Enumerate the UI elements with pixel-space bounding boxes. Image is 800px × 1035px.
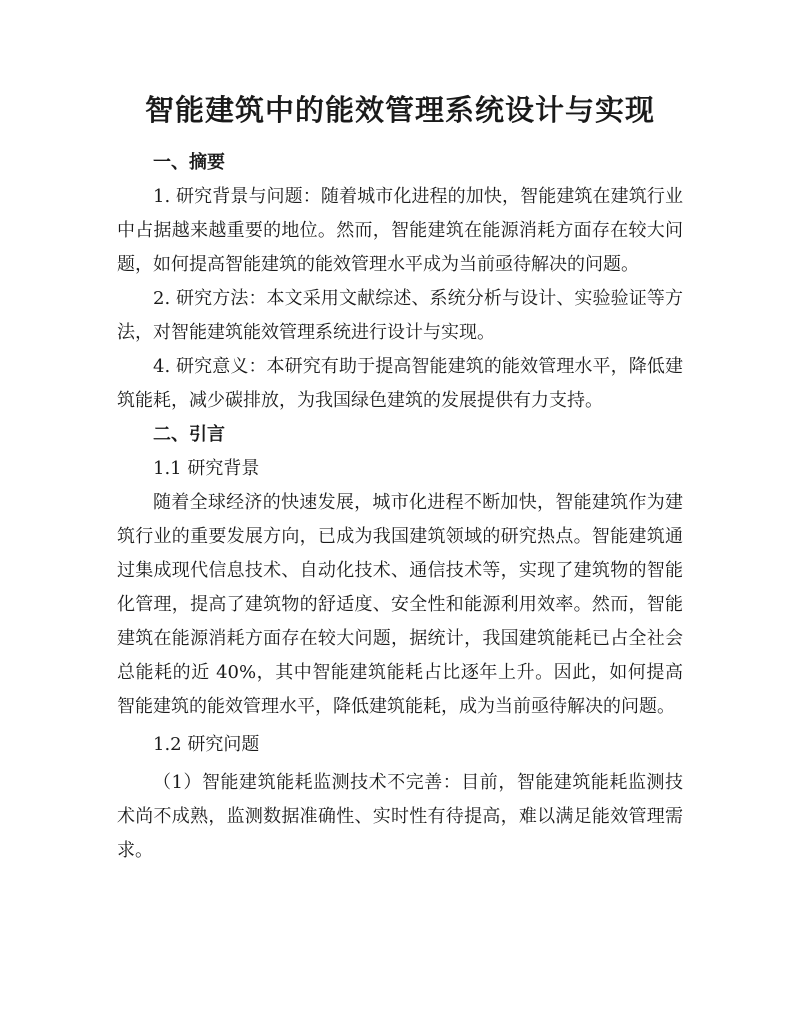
subsection-heading-background: 1.1 研究背景 [153, 458, 260, 479]
introduction-paragraph-background: 随着全球经济的快速发展，城市化进程不断加快，智能建筑作为建筑行业的重要发展方向，已成为我国建筑领域的研究热点。智能建筑通过集成现代信息技术、自动化技术、通信技术等，实现了建筑物的智能化管理，提高了建筑物的舒适度、安全性和能源利用效率。然而，智能建筑在能源消耗方面存在较大问题，据统计，我国建筑能耗已占全社会总能耗的近 40%，其中智能建筑能耗占比逐年上升。因此，如何提高智能建筑的能效管理水平，降低建筑能耗，成为当前亟待解决的问题。 [117, 492, 683, 717]
problem-paragraph-1: （1）智能建筑能耗监测技术不完善：目前，智能建筑能耗监测技术尚不成熟，监测数据准确性、实时性有待提高，难以满足能效管理需求。 [117, 772, 683, 861]
section-heading-abstract: 一、摘要 [153, 152, 225, 173]
abstract-paragraph-significance: 4. 研究意义：本研究有助于提高智能建筑的能效管理水平，降低建筑能耗，减少碳排放，为我国绿色建筑的发展提供有力支持。 [117, 356, 683, 411]
subsection-heading-problems: 1.2 研究问题 [153, 734, 260, 755]
section-heading-introduction: 二、引言 [153, 424, 225, 445]
abstract-paragraph-background: 1. 研究背景与问题：随着城市化进程的加快，智能建筑在建筑行业中占据越来越重要的地位。然而，智能建筑在能源消耗方面存在较大问题，如何提高智能建筑的能效管理水平成为当前亟待解决的问题。 [117, 186, 683, 275]
abstract-paragraph-methods: 2. 研究方法：本文采用文献综述、系统分析与设计、实验验证等方法，对智能建筑能效管理系统进行设计与实现。 [117, 288, 683, 343]
document-body [117, 146, 683, 868]
document-title: 智能建筑中的能效管理系统设计与实现 [144, 93, 655, 127]
